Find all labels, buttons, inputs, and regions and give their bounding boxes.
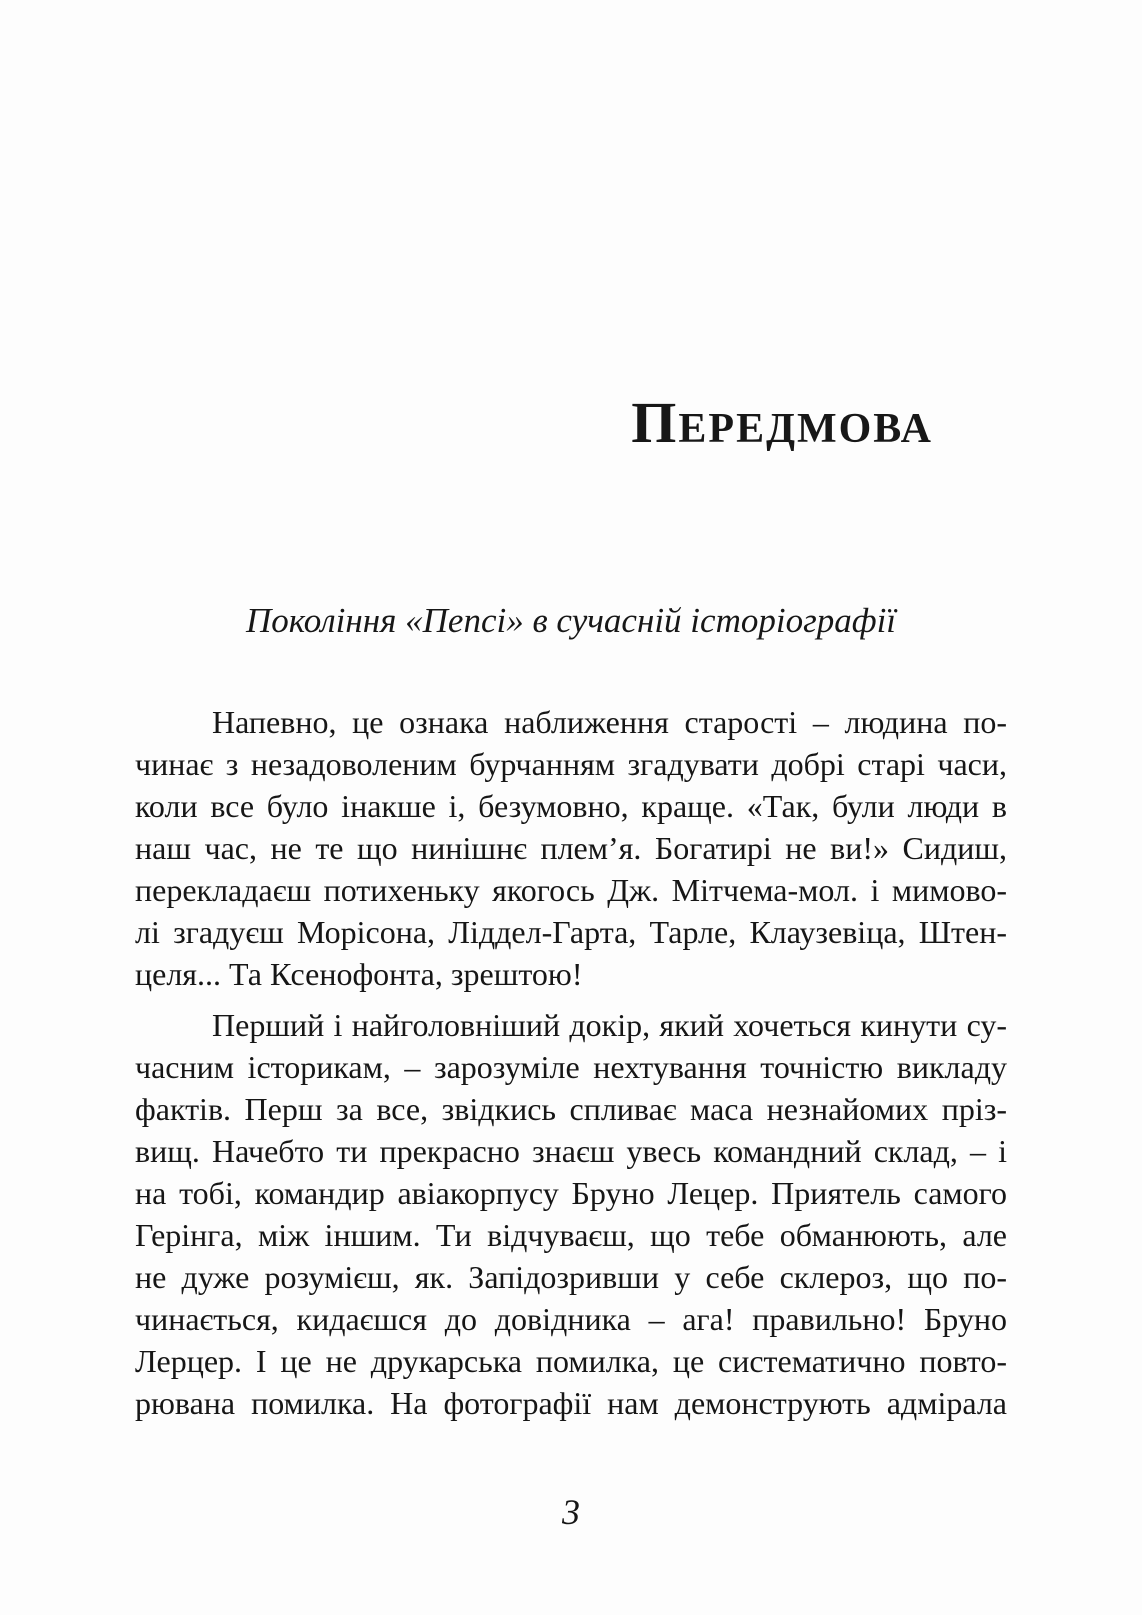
text-line: не дуже розумієш, як. Запідозривши у себе склероз, що по- xyxy=(135,1259,1007,1295)
text-line: лі згадуєш Морісона, Ліддел-Гарта, Тарле, Клаузевіца, Штен- xyxy=(135,914,1007,950)
text-line: рювана помилка. На фотографії нам демонструють адмірала xyxy=(135,1385,1007,1421)
text-line: фактів. Перш за все, звідкись спливає маса незнайомих пріз- xyxy=(135,1091,1007,1127)
paragraph-1 xyxy=(135,701,1007,995)
text-line: Лерцер. І це не друкарська помилка, це систематично повто- xyxy=(135,1343,1007,1379)
text-line: целя... Та Ксенофонта, зрештою! xyxy=(135,956,583,992)
text-line: на тобі, командир авіакорпусу Бруно Лецер. Приятель самого xyxy=(135,1175,1007,1211)
text-line: часним історикам, – зарозуміле нехтування точністю викладу xyxy=(135,1049,1007,1085)
text-line: Герінга, між іншим. Ти відчуваєш, що тебе обманюють, але xyxy=(135,1217,1007,1253)
chapter-title-rest: ЕРЕДМОВА xyxy=(678,406,933,453)
text-line: Перший і найголовніший докір, який хочеться кинути су- xyxy=(212,1007,1007,1043)
chapter-title xyxy=(135,387,1007,467)
text-line: чинається, кидаєшся до довідника – ага! правильно! Бруно xyxy=(135,1301,1007,1337)
text-line: чинає з незадоволеним бурчанням згадувати добрі старі часи, xyxy=(135,746,1007,782)
section-subtitle: Покоління «Пепсі» в сучасній історіографії xyxy=(245,601,897,640)
text-line: коли все було інакше і, безумовно, краще. «Так, були люди в xyxy=(135,788,1007,824)
text-line: наш час, не те що нинішнє плем’я. Богатирі не ви!» Сидиш, xyxy=(135,830,1007,866)
page-number: 3 xyxy=(562,1492,580,1532)
text-line: Напевно, це ознака наближення старості – людина по- xyxy=(212,704,1007,740)
body-text xyxy=(135,701,1007,1424)
text-line: перекладаєш потихеньку якогось Дж. Мітчема-мол. і мимово- xyxy=(135,872,1007,908)
paragraph-2 xyxy=(135,1004,1007,1424)
chapter-title-initial: П xyxy=(631,390,679,456)
text-line: вищ. Начебто ти прекрасно знаєш увесь командний склад, – і xyxy=(135,1133,1007,1169)
